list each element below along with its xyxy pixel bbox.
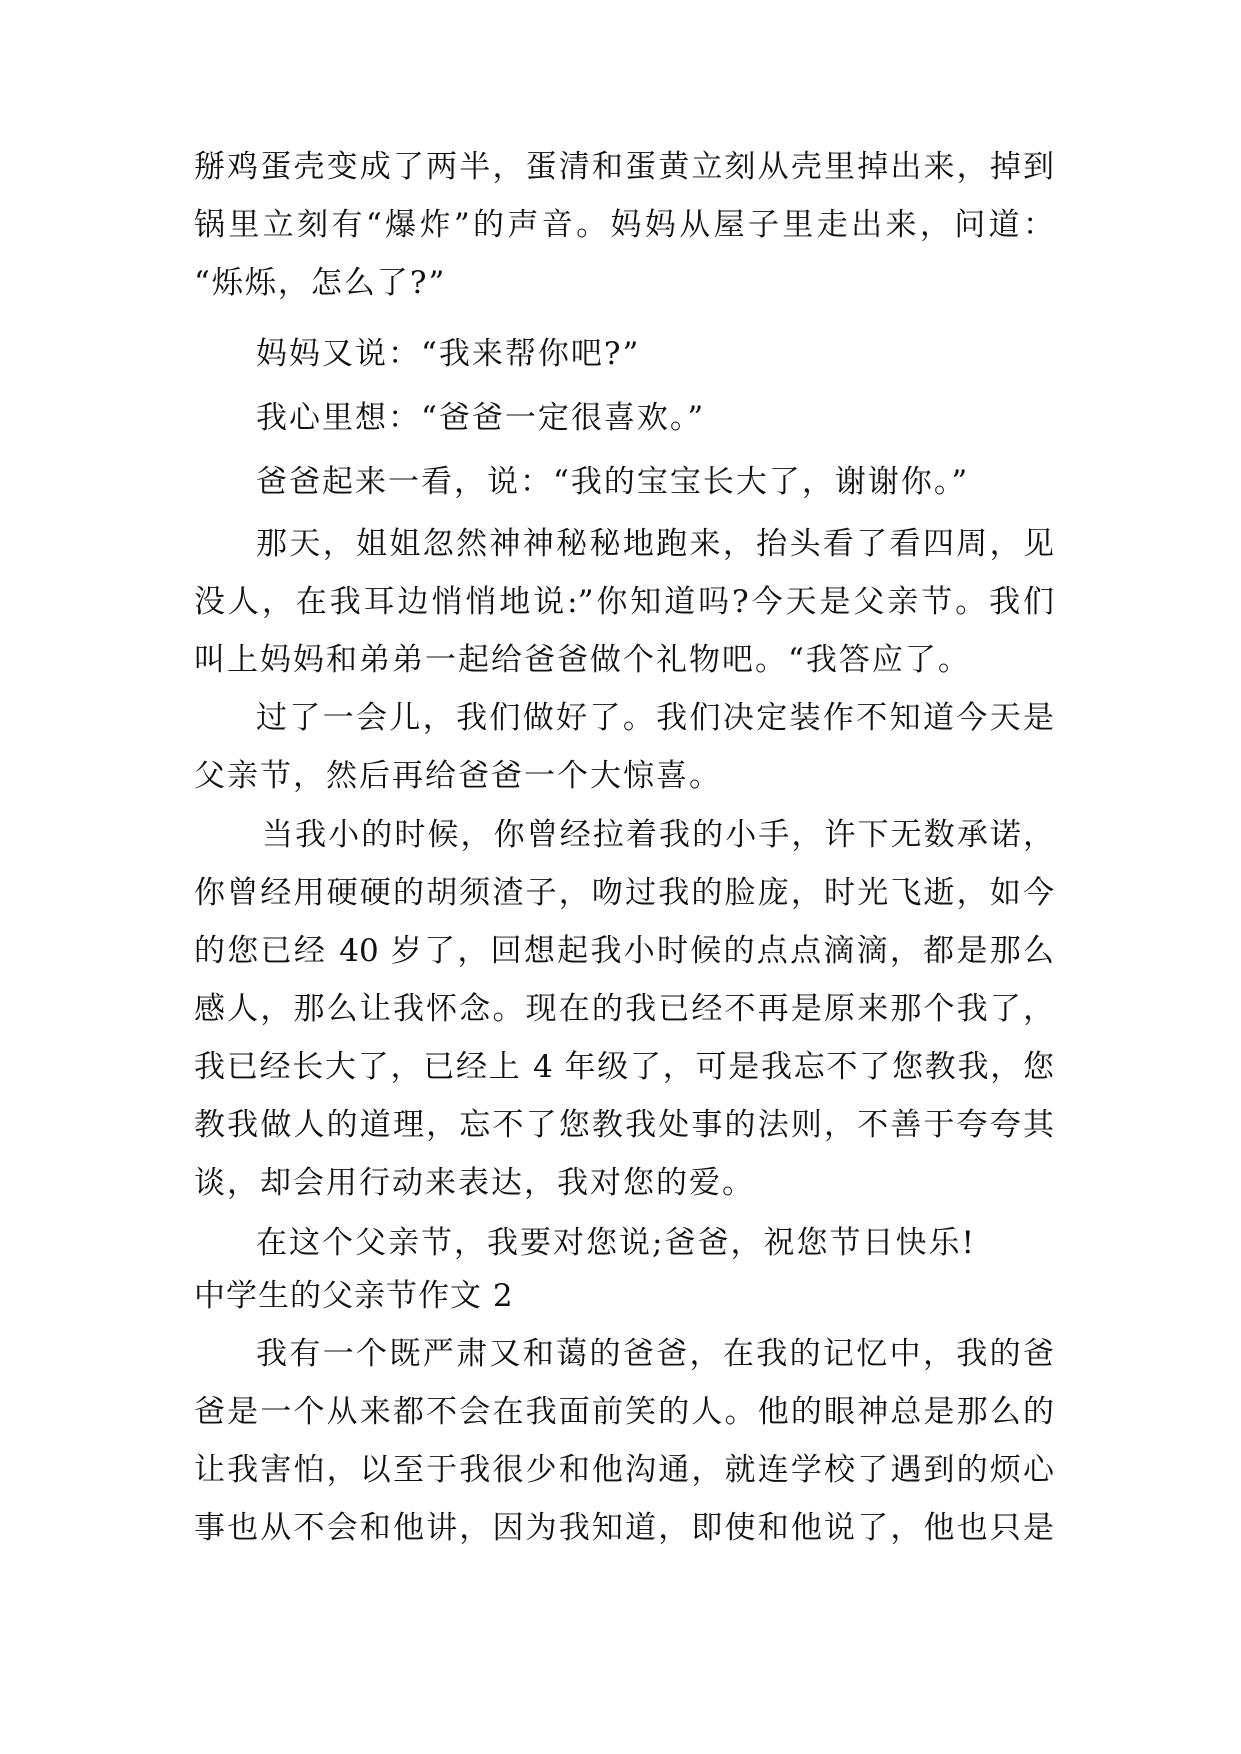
text-line: “烁烁，怎么了?” — [194, 265, 447, 301]
text-line: 事也从不会和他讲，因为我知道，即使和他说了，他也只是 — [194, 1510, 1054, 1546]
text-line: 谈，却会用行动来表达，我对您的爱。 — [194, 1165, 755, 1201]
text-line: 当我小的时候，你曾经拉着我的小手，许下无数承诺， — [262, 817, 1054, 853]
text-line: 掰鸡蛋壳变成了两半，蛋清和蛋黄立刻从壳里掉出来，掉到 — [194, 149, 1054, 185]
text-line: 让我害怕，以至于我很少和他沟通，就连学校了遇到的烦心 — [194, 1452, 1054, 1488]
text-line: 感人，那么让我怀念。现在的我已经不再是原来那个我了， — [194, 991, 1054, 1027]
text-line: 叫上妈妈和弟弟一起给爸爸做个礼物吧。“我答应了。 — [194, 642, 971, 678]
text-line: 我心里想：“爸爸一定很喜欢。” — [256, 400, 706, 436]
text-line: 爸是一个从来都不会在我面前笑的人。他的眼神总是那么的 — [194, 1394, 1054, 1430]
text-line: 教我做人的道理，忘不了您教我处事的法则，不善于夸夸其 — [194, 1107, 1054, 1143]
section-heading: 中学生的父亲节作文 2 — [194, 1278, 514, 1314]
text-line: 妈妈又说：“我来帮你吧?” — [256, 336, 641, 372]
text-line: 父亲节，然后再给爸爸一个大惊喜。 — [194, 758, 722, 794]
text-line: 在这个父亲节，我要对您说;爸爸，祝您节日快乐! — [256, 1225, 976, 1261]
text-line: 过了一会儿，我们做好了。我们决定装作不知道今天是 — [256, 700, 1054, 736]
text-line: 爸爸起来一看，说：“我的宝宝长大了，谢谢你。” — [256, 464, 970, 500]
text-line: 锅里立刻有“爆炸”的声音。妈妈从屋子里走出来，问道： — [194, 207, 1054, 243]
text-line: 那天，姐姐忽然神神秘秘地跑来，抬头看了看四周，见 — [256, 526, 1054, 562]
text-line: 没人，在我耳边悄悄地说:”你知道吗?今天是父亲节。我们 — [194, 584, 1054, 620]
text-line: 你曾经用硬硬的胡须渣子，吻过我的脸庞，时光飞逝，如今 — [194, 875, 1054, 911]
text-line: 的您已经 40 岁了，回想起我小时候的点点滴滴，都是那么 — [194, 933, 1054, 969]
text-line: 我有一个既严肃又和蔼的爸爸，在我的记忆中，我的爸 — [256, 1336, 1054, 1372]
text-line: 我已经长大了，已经上 4 年级了，可是我忘不了您教我，您 — [194, 1049, 1054, 1085]
